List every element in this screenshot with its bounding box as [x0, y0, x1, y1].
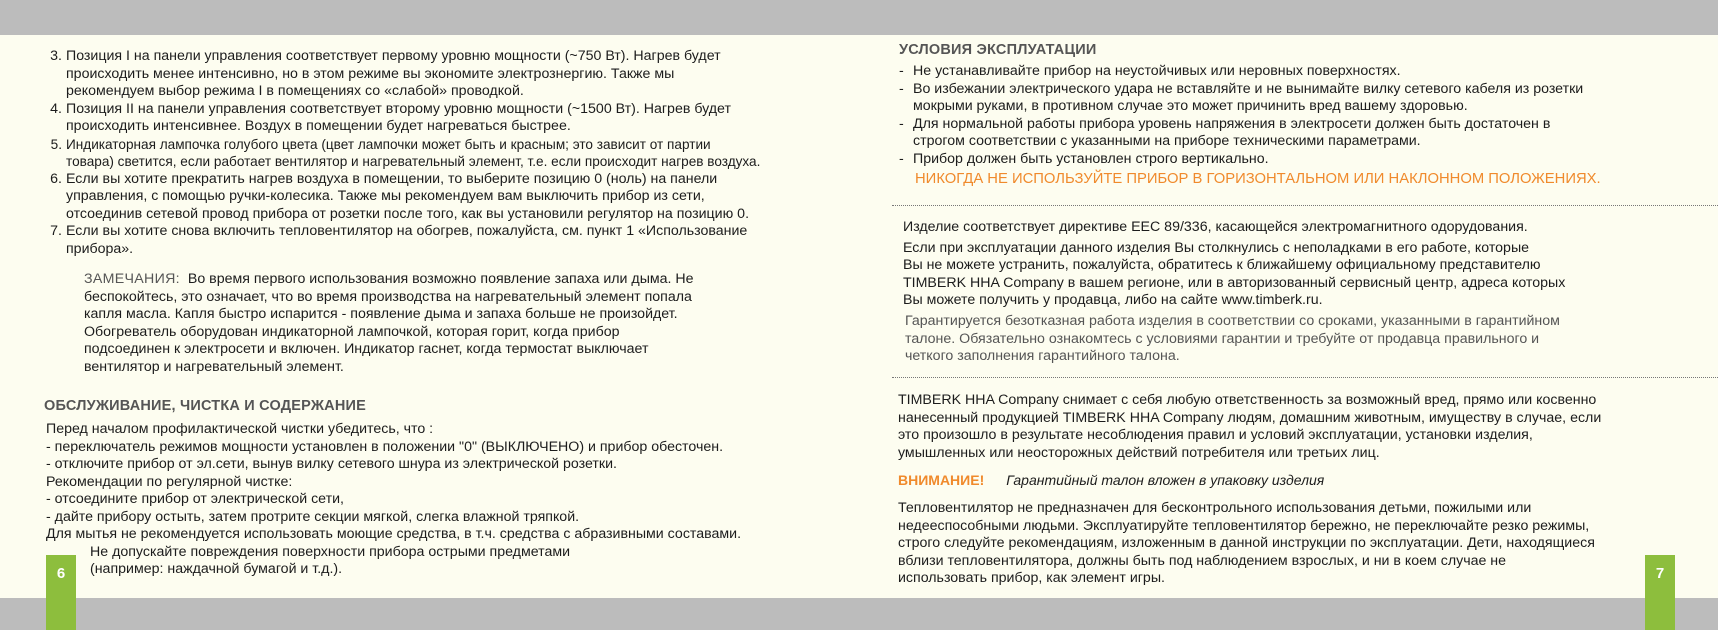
numbered-instructions — [46, 48, 876, 258]
heater-usage-note — [898, 500, 1698, 588]
attention-label: ВНИМАНИЕ! — [898, 472, 985, 488]
text-line: недееспособными людьми. Эксплуатируйте тепловентилятор бережно, не переключайте резко режимы, — [898, 517, 1590, 534]
text-line: Позиция II на панели управления соответствует второму уровню мощности (~1500 Вт). Нагрев будет — [66, 100, 731, 117]
dotted-divider — [892, 377, 1718, 378]
item-number: 7. — [50, 223, 62, 239]
text-line: Не допускайте повреждения поверхности прибора острыми предметами — [90, 543, 571, 560]
text-line: - переключатель режимов мощности установлен в положении "0" (ВЫКЛЮЧЕНО) и прибор обесточен. — [46, 438, 724, 455]
text-line: (например: наждачной бумагой и т.д.). — [90, 561, 343, 577]
page-number-left: 6 — [46, 555, 76, 630]
responsibility-text — [898, 392, 1698, 462]
item-number: 3. — [50, 48, 62, 64]
text-line: беспокойтесь, это означает, что во время производства на нагревательный элемент попала — [84, 288, 692, 305]
conditions-heading: УСЛОВИЯ ЭКСПЛУАТАЦИИ — [899, 42, 1097, 58]
list-item — [50, 100, 876, 136]
text-line: Изделие соответствует директиве ЕЕС 89/336, касающейся электромагнитного одорудования. — [903, 219, 1528, 235]
text-line: строго следуйте рекомендациям, изложенным в данной инструкции по эксплуатации. Дети, находящиеся — [898, 535, 1595, 551]
text-line: Рекомендации по регулярной чистке: — [46, 473, 293, 490]
text-line: Для мытья не рекомендуется использовать моющие средства, в т.ч. средства с абразивными составами. — [46, 526, 742, 542]
maintenance-heading: ОБСЛУЖИВАНИЕ, ЧИСТКА И СОДЕРЖАНИЕ — [44, 398, 366, 414]
text-line: управления, с помощью ручки-колесика. Также мы рекомендуем вам выключить прибор из сети, — [66, 188, 705, 204]
dash-bullet: - — [899, 63, 904, 79]
dash-bullet: - — [899, 115, 904, 132]
remarks-block — [84, 271, 784, 376]
eec-compliance-text — [903, 219, 1693, 310]
dotted-divider — [892, 205, 1718, 206]
text-line: прибора». — [66, 240, 134, 257]
text-line: Индикаторная лампочка голубого цвета (цвет лампочки может быть и красным; это зависит от партии — [66, 136, 711, 152]
text-line: происходить интенсивнее. Воздух в помещении будет нагреваться быстрее. — [66, 118, 571, 134]
text-line: - отсоедините прибор от электрической сети, — [46, 491, 344, 507]
item-number: 6. — [50, 170, 62, 187]
list-item — [899, 116, 1679, 151]
text-line: подсоединен к электросети и включен. Индикатор гаснет, когда термостат выключает — [84, 341, 649, 357]
item-number: 5. — [50, 136, 62, 152]
text-line: использовать прибор, как элемент игры. — [898, 570, 1165, 586]
list-item — [50, 136, 876, 171]
text-line: - дайте прибору остыть, затем протрите секции мягкой, слегка влажной тряпкой. — [46, 508, 580, 525]
text-line: нанесенный продукцией TIMBERK HHA Company людям, домашним животным, имуществу в случае, если — [898, 409, 1602, 426]
dash-bullet: - — [899, 150, 904, 167]
text-line: Гарантируется безотказная работа изделия в соответствии со сроками, указанными в гарантийном — [905, 313, 1560, 329]
text-line: Вы не можете устранить, пожалуйста, обратитесь к ближайшему официальному представителю — [903, 257, 1541, 273]
text-line: Обогреватель оборудован индикаторной лампочкой, которая горит, когда прибор — [84, 323, 620, 340]
conditions-list — [899, 63, 1679, 189]
text-line: вблизи тепловентилятора, должны быть под наблюдением взрослых, и ни в коем случае не — [898, 552, 1507, 569]
remarks-text: Во время первого использования возможно появление запаха или дыма. Не — [187, 271, 694, 287]
text-line: Перед началом профилактической чистки убедитесь, что : — [46, 421, 434, 437]
text-line: талоне. Обязательно ознакомтесь с условиями гарантии и требуйте от продавца правильного и — [905, 330, 1540, 347]
remarks-label: ЗАМЕЧАНИЯ: — [84, 271, 180, 287]
text-line: Если вы хотите прекратить нагрев воздуха в помещении, то выберите позицию 0 (ноль) на панели — [66, 170, 718, 187]
text-line: это произошло в результате несоблюдения правил и условий эксплуатации, установки изделия, — [898, 427, 1533, 443]
attention-text: Гарантийный талон вложен в упаковку изделия — [1006, 472, 1325, 488]
attention-note — [898, 472, 1324, 488]
list-item — [899, 151, 1679, 169]
text-line: капля масла. Капля быстро испарится - появление дыма и запаха больше не произойдет. — [84, 306, 678, 322]
text-line: строгом соответствии с указанными на приборе техническими параметрами. — [913, 133, 1421, 149]
guarantee-text — [905, 313, 1665, 366]
orientation-warning: НИКОГДА НЕ ИСПОЛЬЗУЙТЕ ПРИБОР В ГОРИЗОНТАЛЬНОМ ИЛИ НАКЛОННОМ ПОЛОЖЕНИЯХ. — [915, 171, 1601, 187]
list-item — [50, 48, 876, 101]
text-line: Во избежании электрического удара не вставляйте и не вынимайте вилку сетевого кабеля из розетки — [913, 80, 1584, 97]
text-line: рекомендуем выбор режима I в помещениях со «слабой» проводкой. — [66, 83, 524, 99]
list-item — [50, 223, 876, 258]
text-line — [84, 271, 784, 289]
text-line: Тепловентилятор не предназначен для бесконтрольного использования детьми, пожилыми или — [898, 500, 1532, 516]
text-line: мокрыми руками, в противном случае это может причинить вред вашему здоровью. — [913, 98, 1468, 114]
text-line: TIMBERK HHA Company в вашем регионе, или в авторизованный сервисный центр, адреса которых — [903, 274, 1566, 291]
text-line: товара) светится, если работает вентилятор и нагревательный элемент, т.е. если происходит нагрев воздуха. — [66, 154, 761, 169]
page-number-right: 7 — [1645, 555, 1675, 630]
text-line: отсоединив сетевой провод прибора от розетки после того, как вы установили регулятор на позицию 0. — [66, 205, 750, 222]
text-line: четкого заполнения гарантийного талона. — [905, 348, 1180, 364]
text-line: - отключите прибор от эл.сети, вынув вилку сетевого шнура из электрической розетки. — [46, 456, 618, 472]
text-line: вентилятор и нагревательный элемент. — [84, 358, 344, 375]
text-line: Если вы хотите снова включить тепловентилятор на обогрев, пожалуйста, см. пункт 1 «Использование — [66, 223, 748, 239]
text-line: Не устанавливайте прибор на неустойчивых или неровных поверхностях. — [913, 63, 1401, 79]
bottom-band — [0, 598, 1718, 630]
dash-bullet: - — [899, 80, 904, 97]
text-line: Позиция I на панели управления соответствует первому уровню мощности (~750 Вт). Нагрев будет — [66, 48, 721, 64]
text-line: Вы можете получить у продавца, либо на сайте www.timberk.ru. — [903, 292, 1323, 308]
top-band — [0, 0, 1718, 35]
text-line: Для нормальной работы прибора уровень напряжения в электросети должен быть достаточен в — [913, 115, 1551, 132]
list-item — [899, 63, 1679, 81]
text-line: происходить менее интенсивно, но в этом режиме вы экономите электрознергию. Также мы — [66, 65, 675, 82]
maintenance-text — [46, 421, 856, 579]
item-number: 4. — [50, 100, 62, 117]
text-line: Прибор должен быть установлен строго вертикально. — [913, 150, 1269, 167]
text-line: TIMBERK HHA Company снимает с себя любую ответственность за возможный вред, прямо или косвенно — [898, 392, 1597, 408]
list-item — [899, 81, 1679, 116]
list-item — [50, 170, 876, 224]
text-line: умышленных или неосторожных действий потребителя или третьих лиц. — [898, 444, 1380, 461]
text-line: Если при эксплуатации данного изделия Вы столкнулись с неполадками в его работе, которые — [903, 239, 1530, 256]
